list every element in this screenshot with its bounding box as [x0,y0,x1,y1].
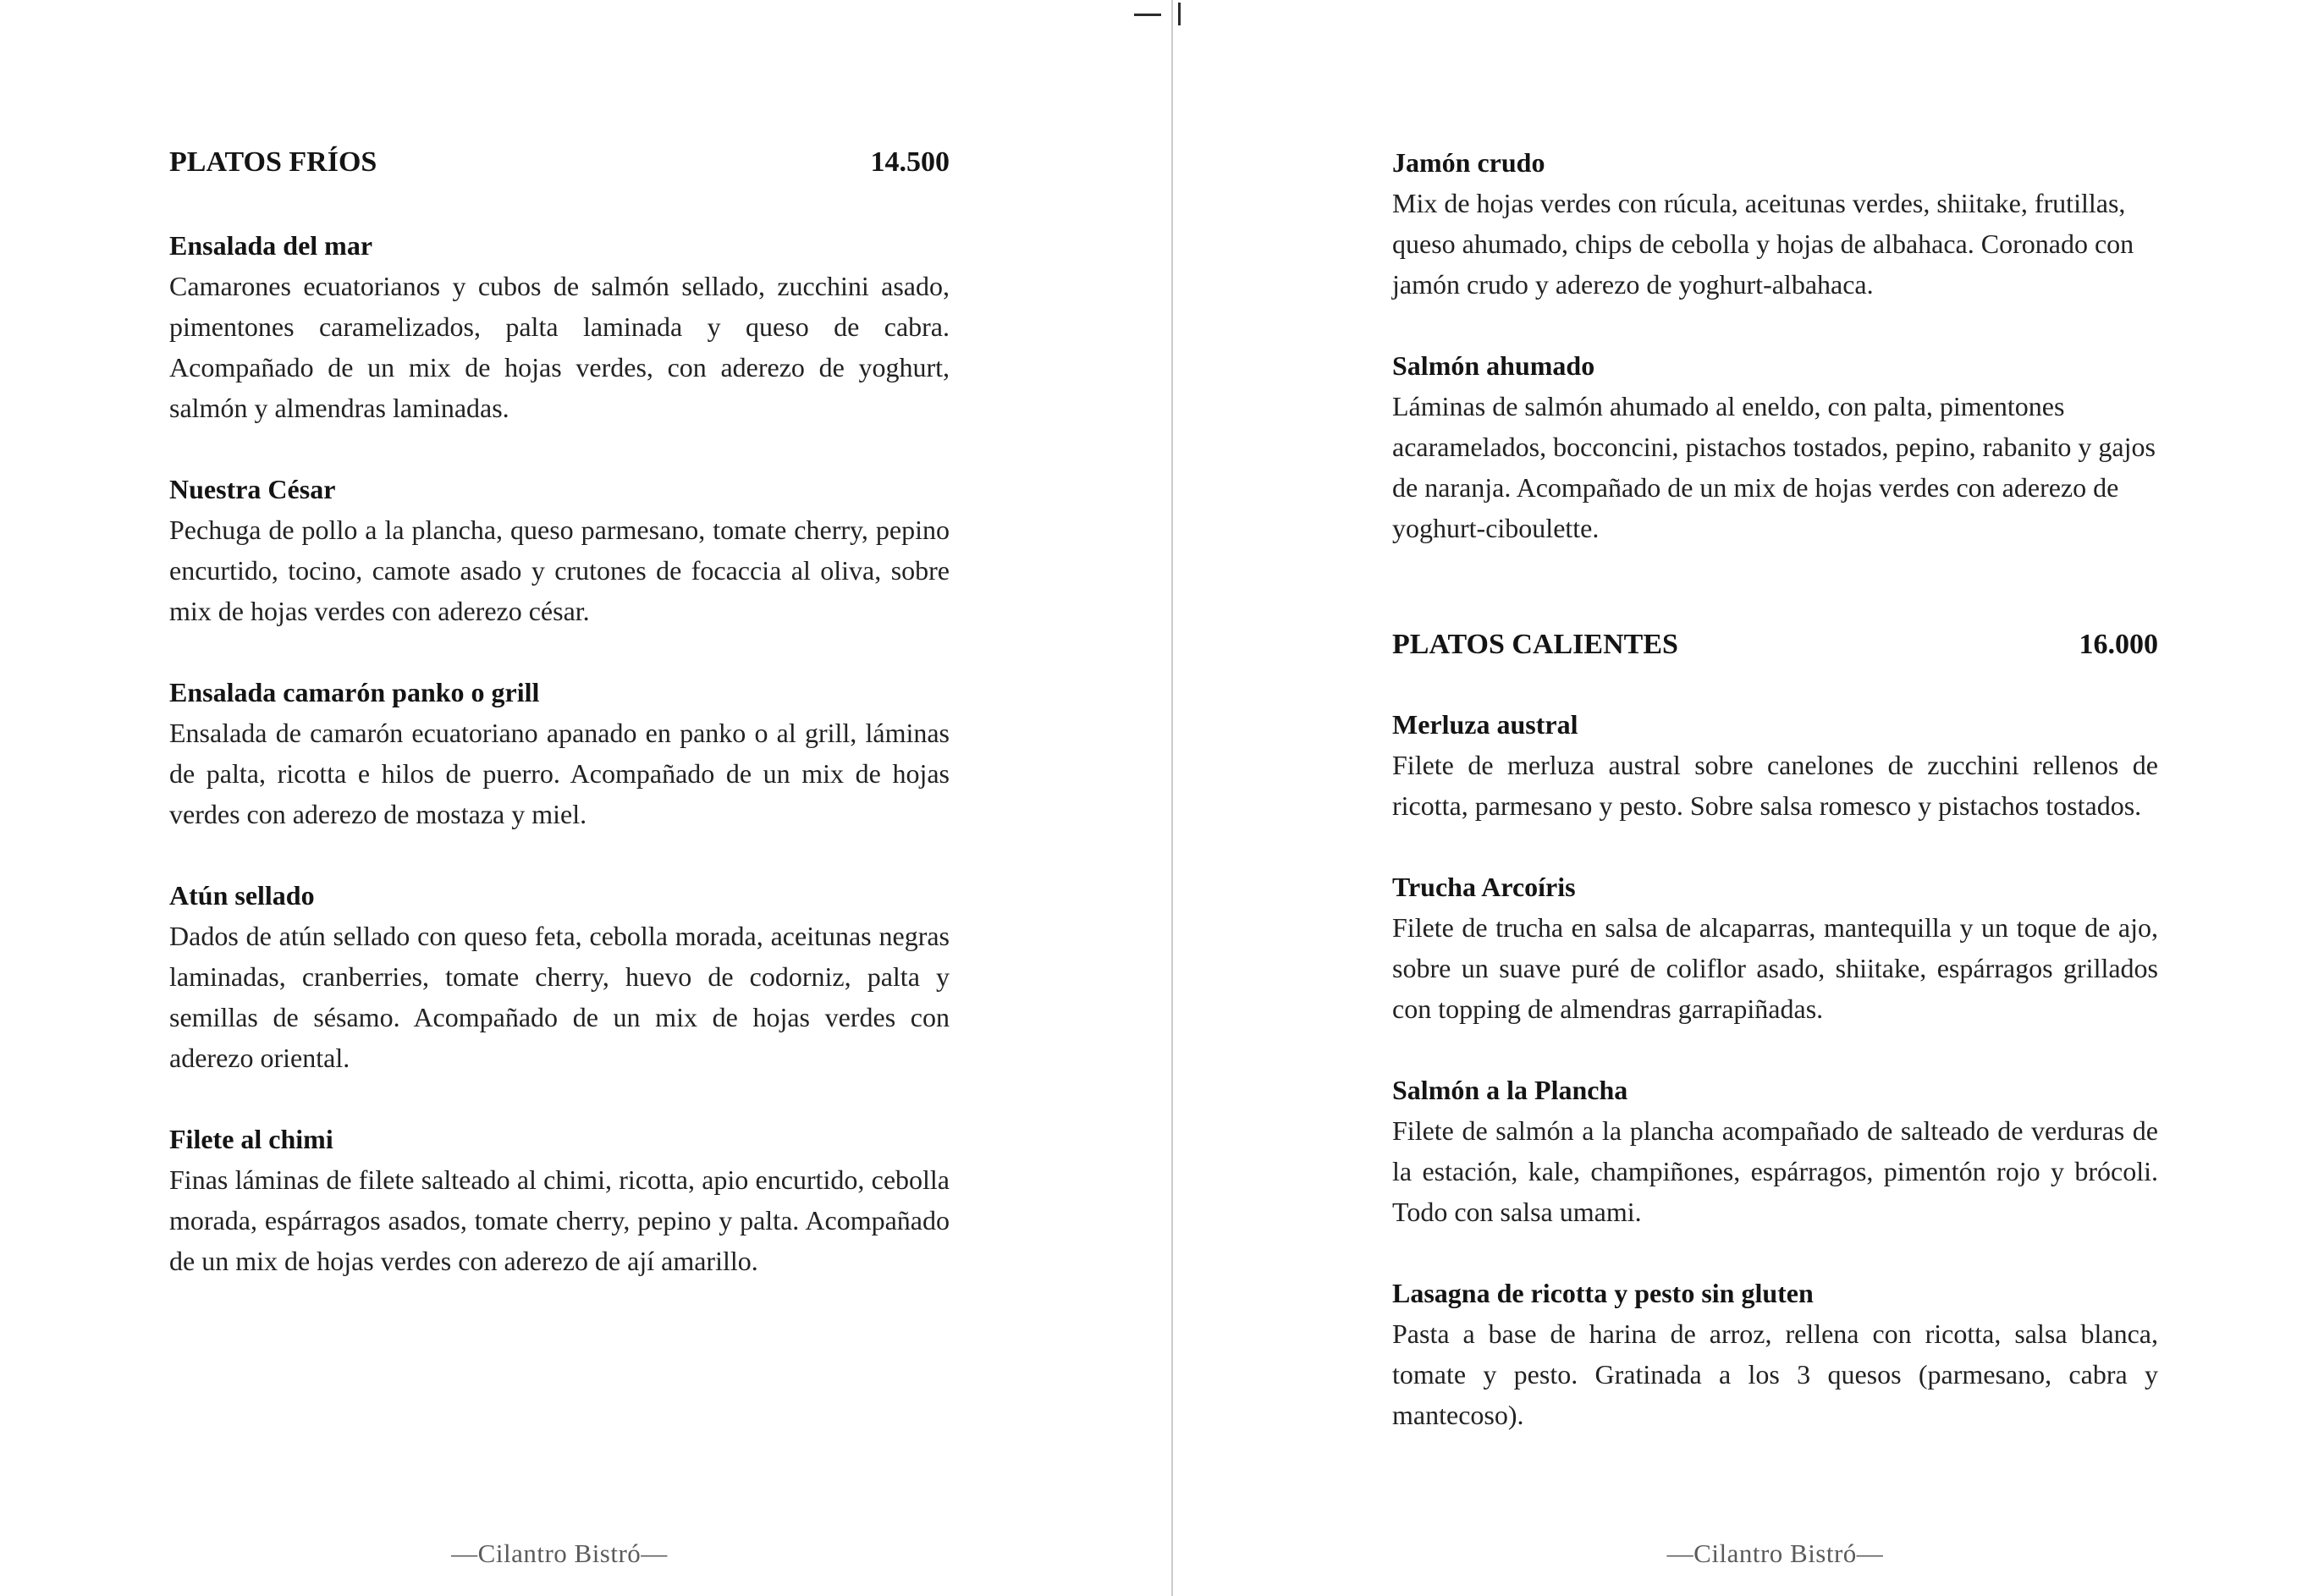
menu-item-description: Filete de salmón a la plancha acompañado de salteado de verduras de la estación, kale, champiñones, espárragos, pimentón rojo y brócoli. Todo con salsa umami. [1392,1115,2158,1227]
menu-item-name: Ensalada del mar [169,230,373,261]
section-price: 14.500 [870,146,950,178]
menu-item-description: Pasta a base de harina de arroz, rellena con ricotta, salsa blanca, tomate y pesto. Gratinada a los 3 quesos (parmesano, cabra y mantecoso). [1392,1318,2158,1430]
menu-item-description: Camarones ecuatorianos y cubos de salmón sellado, zucchini asado, pimentones caramelizados, palta laminada y queso de cabra. Acompañado de un mix de hojas verdes, con aderezo de yoghurt, salmón y almendras laminadas. [169,271,950,423]
menu-item-name: Nuestra César [169,474,336,504]
section-price: 16.000 [2079,629,2158,660]
menu-item [169,225,950,428]
menu-item-description: Pechuga de pollo a la plancha, queso parmesano, tomate cherry, pepino encurtido, tocino, camote asado y crutones de focaccia al oliva, sobre mix de hojas verdes con aderezo césar. [169,515,950,626]
menu-item-name: Trucha Arcoíris [1392,872,1576,902]
menu-item [1392,345,2158,548]
menu-item [169,469,950,631]
menu-item-name: Jamón crudo [1392,147,1545,178]
menu-item [169,672,950,834]
page-footer: —Cilantro Bistró— [451,1538,668,1568]
menu-item [169,875,950,1078]
menu-item-description: Mix de hojas verdes con rúcula, aceitunas verdes, shiitake, frutillas, queso ahumado, chips de cebolla y hojas de albahaca. Coronado con jamón crudo y aderezo de yoghurt-albahaca. [1392,188,2134,300]
section-header-platos-calientes [1392,625,2158,665]
menu-item-name: Ensalada camarón panko o grill [169,677,540,707]
menu-item-name: Atún sellado [169,880,315,911]
menu-item [169,1119,950,1281]
section-title: PLATOS FRÍOS [169,146,377,178]
menu-item [1392,142,2158,305]
fold-mark-icon [1178,3,1181,25]
menu-item-description: Filete de merluza austral sobre canelones de zucchini rellenos de ricotta, parmesano y pesto. Sobre salsa romesco y pistachos tostados. [1392,750,2158,821]
menu-item-name: Lasagna de ricotta y pesto sin gluten [1392,1278,1814,1308]
menu-item-name: Merluza austral [1392,709,1578,740]
menu-item [1392,1273,2158,1435]
menu-item [1392,704,2158,826]
page-right-content [1392,142,2158,1435]
fold-mark-icon [1134,14,1161,16]
menu-item-description: Filete de trucha en salsa de alcaparras, mantequilla y un toque de ajo, sobre un suave puré de coliflor asado, shiitake, espárragos grillados con topping de almendras garrapiñadas. [1392,912,2158,1024]
page-footer: —Cilantro Bistró— [1666,1538,1884,1568]
menu-item-description: Láminas de salmón ahumado al eneldo, con palta, pimentones acaramelados, bocconcini, pistachos tostados, pepino, rabanito y gajos de naranja. Acompañado de un mix de hojas verdes con aderezo de yoghurt-ciboulette. [1392,391,2156,543]
page-left-content [169,142,950,1281]
menu-item-description: Ensalada de camarón ecuatoriano apanado en panko o al grill, láminas de palta, ricotta e hilos de puerro. Acompañado de un mix de hojas verdes con aderezo de mostaza y miel. [169,718,950,829]
menu-item-description: Finas láminas de filete salteado al chimi, ricotta, apio encurtido, cebolla morada, espárragos asados, tomate cherry, pepino y palta. Acompañado de un mix de hojas verdes con aderezo de ají amarillo. [169,1164,950,1276]
menu-item [1392,1070,2158,1232]
menu-item [1392,867,2158,1029]
menu-item-name: Salmón ahumado [1392,350,1595,381]
menu-item-name: Salmón a la Plancha [1392,1075,1628,1105]
page-divider [1171,0,1173,1596]
menu-item-name: Filete al chimi [169,1124,333,1154]
menu-item-description: Dados de atún sellado con queso feta, cebolla morada, aceitunas negras laminadas, cranberries, tomate cherry, huevo de codorniz, palta y semillas de sésamo. Acompañado de un mix de hojas verdes con aderezo oriental. [169,921,950,1073]
section-title: PLATOS CALIENTES [1392,629,1678,660]
section-header-platos-frios [169,142,950,183]
